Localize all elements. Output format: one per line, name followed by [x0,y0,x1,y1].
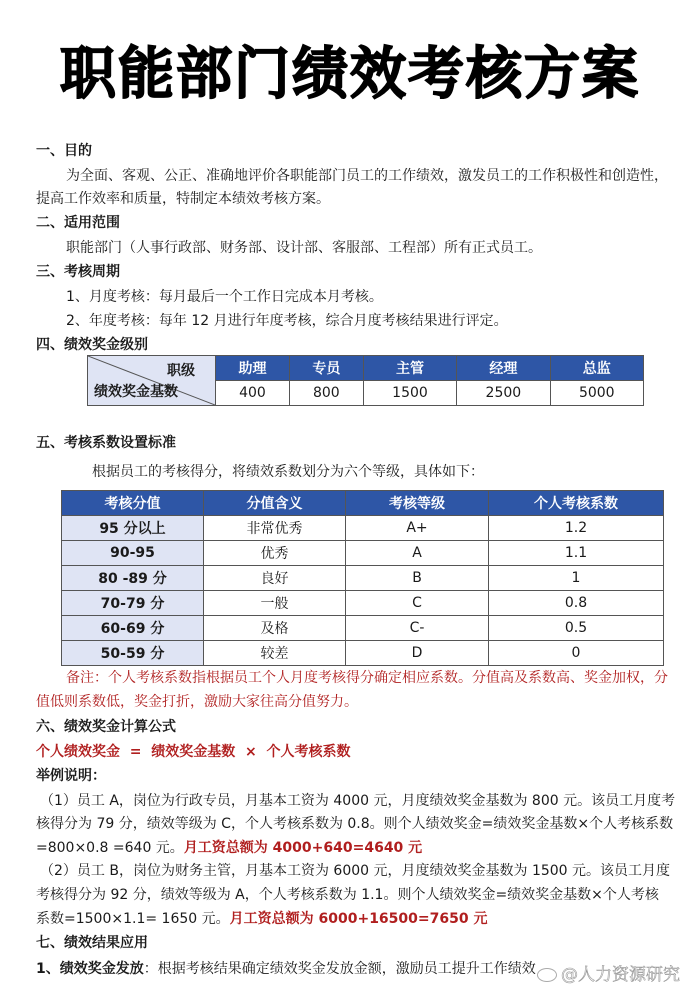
grade-cell: B [346,566,489,591]
coefficient-cell: 1.2 [489,516,664,541]
note-line2: 值低则系数低，奖金打折，激励大家往高分值努力。 [36,694,358,710]
application-item1 [36,960,536,978]
base-value: 1500 [363,381,456,406]
coefficient-cell: 1 [489,566,664,591]
note-line1: 备注：个人考核系数指根据员工个人月度考核得分确定相应系数。分值高及系数高、奖金加权，分 [66,670,668,686]
example1-line2: 核得分为 79 分，绩效等级为 C，个人考核系数为 0.8。则个人绩效奖金=绩效奖金基数×个人考核系数 [36,816,674,832]
column-header: 考核等级 [346,491,489,516]
grade-cell: A [346,541,489,566]
table-row [62,566,664,591]
example-label: 举例说明： [36,768,106,784]
coefficient-cell: 0 [489,641,664,666]
level-header: 专员 [289,356,363,381]
score-range-cell: 90-95 [62,541,204,566]
example2-total: 月工资总额为 6000+16500=7650 元 [229,911,488,927]
purpose-text-line1: 为全面、客观、公正、准确地评价各职能部门员工的工作绩效，激发员工的工作积极性和创造性， [66,168,668,184]
grade-cell: D [346,641,489,666]
meaning-cell: 非常优秀 [204,516,346,541]
section-heading-scope: 二、适用范围 [36,215,120,231]
example1-line1: （1）员工 A，岗位为行政专员，月基本工资为 4000 元，月度绩效奖金基数为 800 元。该员工月度考 [40,793,676,809]
example2-calc: 系数=1500×1.1= 1650 元。 [36,911,230,927]
table-row [88,356,644,381]
table-row [62,591,664,616]
base-value: 5000 [550,381,643,406]
column-header: 个人考核系数 [489,491,664,516]
coefficient-cell: 0.8 [489,591,664,616]
page-title: 职能部门绩效考核方案 [60,42,640,107]
application-item1-label: 1、绩效奖金发放 [36,961,144,977]
example2-line1: （2）员工 B，岗位为财务主管，月基本工资为 6000 元，月度绩效奖金基数为 1500 元。该员工月度 [40,863,671,879]
section-heading-cycle: 三、考核周期 [36,264,120,280]
column-header: 考核分值 [62,491,204,516]
level-header: 主管 [363,356,456,381]
cycle-item-monthly: 1、月度考核：每月最后一个工作日完成本月考核。 [66,289,383,305]
level-header: 助理 [216,356,290,381]
cycle-item-annual: 2、年度考核：每年 12 月进行年度考核，综合月度考核结果进行评定。 [66,313,508,329]
section-heading-application: 七、绩效结果应用 [36,935,148,951]
grade-cell: C- [346,616,489,641]
column-header: 分值含义 [204,491,346,516]
meaning-cell: 较差 [204,641,346,666]
grade-cell: C [346,591,489,616]
example1-calc: =800×0.8 =640 元。 [36,840,184,856]
score-range-cell: 60-69 分 [62,616,204,641]
example1-line3 [36,839,422,857]
base-value: 400 [216,381,290,406]
watermark-text: @人力资源研究 [561,965,680,985]
example2-line3 [36,910,487,928]
bonus-formula: 个人绩效奖金 = 绩效奖金基数 × 个人考核系数 [36,744,351,760]
coefficient-table [61,490,664,666]
watermark [537,960,680,985]
section-heading-formula: 六、绩效奖金计算公式 [36,719,176,735]
weibo-icon [537,968,557,982]
score-range-cell: 50-59 分 [62,641,204,666]
purpose-text-line2: 提高工作效率和质量，特制定本绩效考核方案。 [36,191,330,207]
meaning-cell: 及格 [204,616,346,641]
example2-line2: 考核得分为 92 分，绩效等级为 A，个人考核系数为 1.1。则个人绩效奖金=绩效奖金基数×个人考核 [36,887,659,903]
bonus-level-table [87,355,644,406]
diagonal-header-cell [88,356,216,406]
corner-label-base: 绩效奖金基数 [94,384,178,400]
table-row [62,641,664,666]
meaning-cell: 一般 [204,591,346,616]
coefficient-intro: 根据员工的考核得分，将绩效系数划分为六个等级，具体如下： [92,464,484,480]
table-row [62,541,664,566]
table-row [62,616,664,641]
section-heading-coefficient: 五、考核系数设置标准 [36,435,176,451]
section-heading-purpose: 一、目的 [36,143,92,159]
scope-text: 职能部门（人事行政部、财务部、设计部、客服部、工程部）所有正式员工。 [66,240,542,256]
base-value: 800 [289,381,363,406]
corner-label-level: 职级 [167,363,195,379]
level-header: 总监 [550,356,643,381]
score-range-cell: 80 -89 分 [62,566,204,591]
coefficient-cell: 1.1 [489,541,664,566]
meaning-cell: 良好 [204,566,346,591]
score-range-cell: 70-79 分 [62,591,204,616]
level-header: 经理 [457,356,550,381]
base-value: 2500 [457,381,550,406]
coefficient-cell: 0.5 [489,616,664,641]
example1-total: 月工资总额为 4000+640=4640 元 [183,840,423,856]
meaning-cell: 优秀 [204,541,346,566]
section-heading-bonus-levels: 四、绩效奖金级别 [36,337,148,353]
application-item1-text: ：根据考核结果确定绩效奖金发放金额，激励员工提升工作绩效 [143,961,536,977]
grade-cell: A+ [346,516,489,541]
table-row [62,516,664,541]
table-header-row [62,491,664,516]
score-range-cell: 95 分以上 [62,516,204,541]
